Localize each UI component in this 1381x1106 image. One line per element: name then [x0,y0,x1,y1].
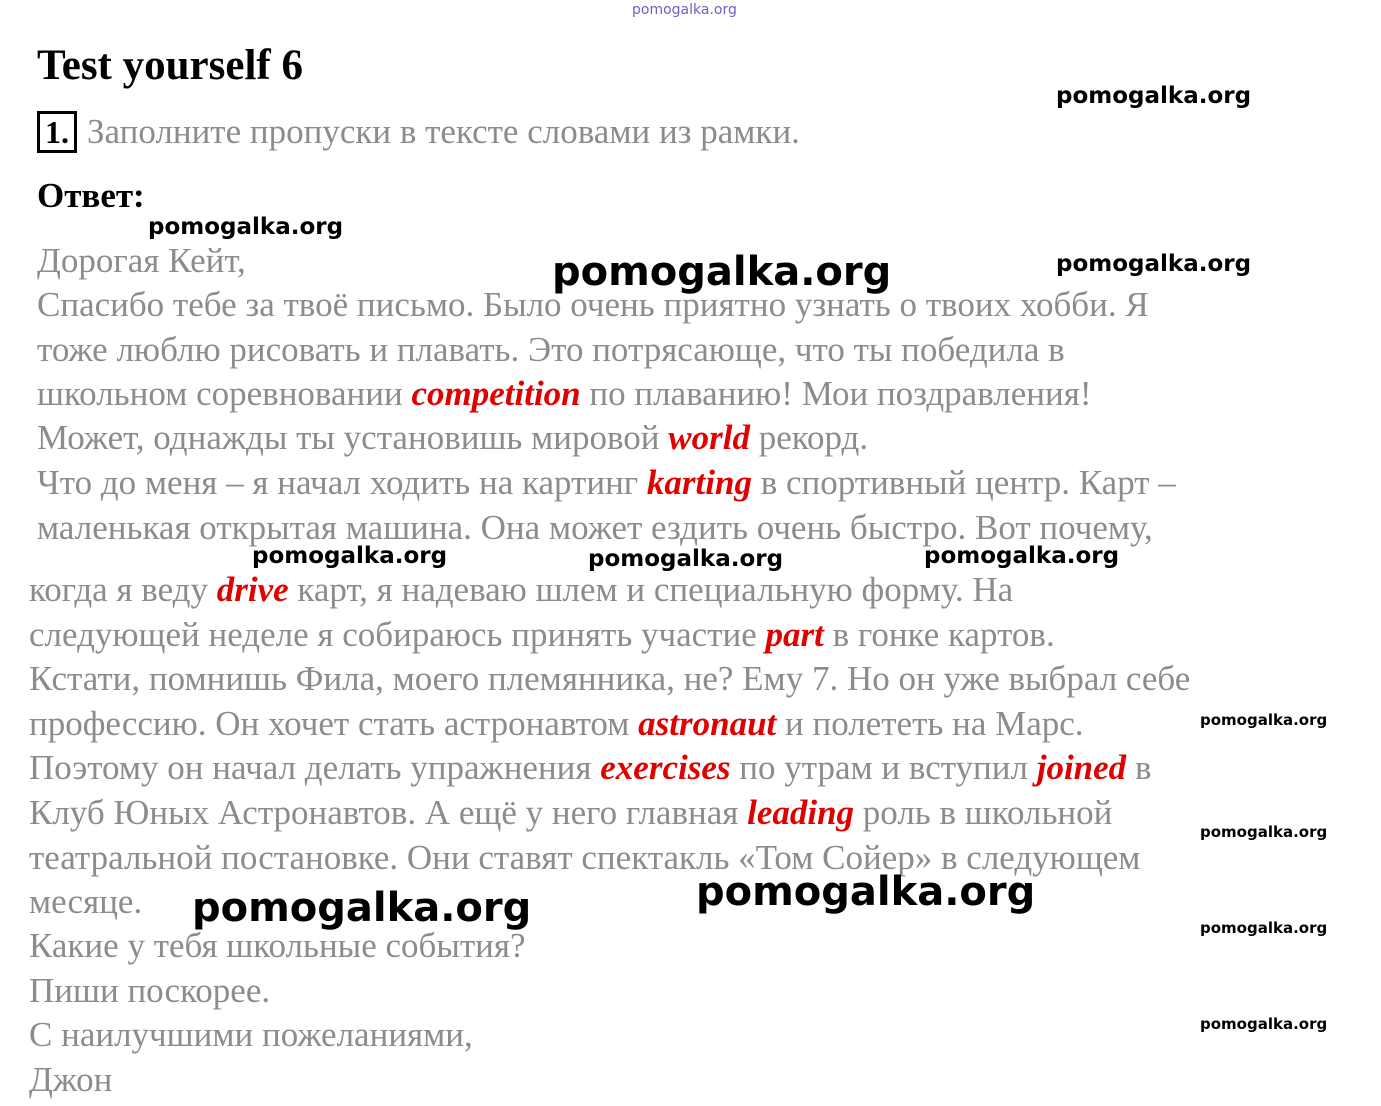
letter-segment: школьном соревновании [37,374,412,413]
letter-line [29,1058,112,1102]
letter-line [29,613,1055,657]
watermark: pomogalka.org [1200,919,1328,937]
watermark: pomogalka.org [1056,251,1252,277]
letter-segment: Клуб Юных Астронавтов. А ещё у него главная [29,793,748,832]
letter-line [29,746,1151,790]
watermark: pomogalka.org [1056,83,1252,109]
watermark: pomogalka.org [1200,823,1328,841]
task-number-box: 1. [37,111,77,153]
letter-line [37,239,246,283]
letter-segment: роль в школьной [854,793,1113,832]
watermark: pomogalka.org [192,885,532,931]
letter-segment: по утрам и вступил [730,748,1037,787]
letter-line [37,416,868,460]
letter-segment: профессию. Он хочет стать астронавтом [29,704,639,743]
answer-word: drive [216,570,289,609]
letter-segment: когда я веду [29,570,217,609]
answer-word: part [765,615,824,654]
letter-segment: Что до меня – я начал ходить на картинг [37,463,647,502]
letter-segment: Может, однажды ты установишь мировой [37,418,669,457]
letter-segment: в [1126,748,1152,787]
letter-line [29,880,142,924]
letter-segment: тоже люблю рисовать и плавать. Это потрясающе, что ты победила в [37,330,1065,369]
letter-line [29,1013,473,1057]
letter-segment: Поэтому он начал делать упражнения [29,748,601,787]
letter-line [37,372,1092,416]
letter-segment: месяце. [29,882,143,921]
letter-segment: С наилучшими пожеланиями, [29,1015,473,1054]
letter-segment: и полететь на Марс. [776,704,1084,743]
letter-segment: по плаванию! Мои поздравления! [580,374,1092,413]
letter-segment: следующей неделе я собираюсь принять участие [29,615,766,654]
answer-word: competition [411,374,581,413]
answer-word: leading [747,793,855,832]
watermark: pomogalka.org [148,214,344,240]
letter-segment: в спортивный центр. Карт – [751,463,1176,502]
letter-segment: Спасибо тебе за твоё письмо. Было очень приятно узнать о твоих хобби. Я [37,285,1149,324]
task-instruction-text: Заполните пропуски в тексте словами из рамки. [87,112,800,151]
letter-line [37,328,1065,372]
letter-line [29,791,1112,835]
letter-segment: маленькая открытая машина. Она может ездить очень быстро. Вот почему, [37,508,1153,547]
watermark: pomogalka.org [1200,711,1328,729]
top-watermark: pomogalka.org [632,2,737,18]
watermark: pomogalka.org [252,543,448,569]
watermark: pomogalka.org [924,543,1120,569]
answer-word: astronaut [638,704,777,743]
letter-line [29,657,1190,701]
answer-label: Ответ: [37,176,145,215]
letter-segment: Пиши поскорее. [29,971,271,1010]
watermark: pomogalka.org [696,869,1036,915]
answer-word: world [668,418,750,457]
watermark: pomogalka.org [588,546,784,572]
letter-line [29,568,1013,612]
watermark: pomogalka.org [552,249,892,295]
letter-segment: рекорд. [749,418,869,457]
letter-line [29,969,270,1013]
answer-word: exercises [600,748,731,787]
letter-line [29,702,1084,746]
letter-segment: Дорогая Кейт, [37,241,246,280]
letter-segment: карт, я надеваю шлем и специальную форму. На [288,570,1014,609]
letter-segment: Кстати, помнишь Фила, моего племянника, не? Ему 7. Но он уже выбрал себе [29,659,1191,698]
page-title: Test yourself 6 [37,42,303,89]
letter-segment: в гонке картов. [823,615,1055,654]
letter-segment: театральной постановке. Они ставят спектакль «Том Сойер» в следующем [29,838,1141,877]
watermark: pomogalka.org [1200,1015,1328,1033]
answer-word: karting [646,463,752,502]
letter-segment: Какие у тебя школьные события? [29,926,526,965]
answer-word: joined [1036,748,1127,787]
letter-line [37,461,1176,505]
letter-segment: Джон [29,1060,113,1099]
